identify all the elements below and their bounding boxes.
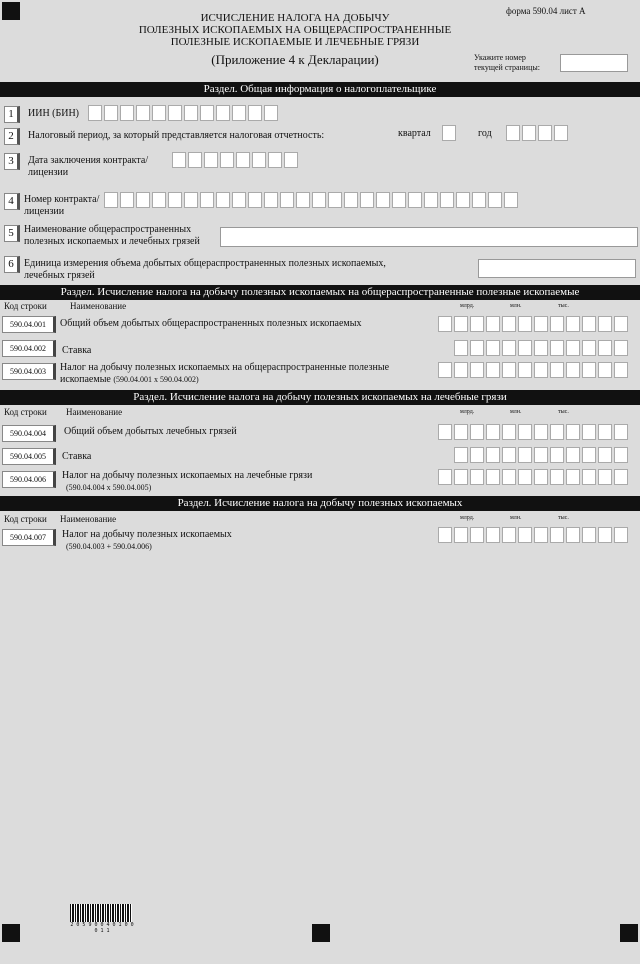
- entry-cell[interactable]: [598, 340, 612, 356]
- contract-date-cells[interactable]: [172, 152, 300, 168]
- entry-cell[interactable]: [454, 424, 468, 440]
- entry-cell[interactable]: [232, 192, 246, 208]
- entry-cell[interactable]: [184, 192, 198, 208]
- entry-cell[interactable]: [470, 469, 484, 485]
- row-590-04-007-code: 590.04.007: [2, 529, 56, 546]
- entry-cell[interactable]: [486, 340, 500, 356]
- entry-cell[interactable]: [554, 125, 568, 141]
- entry-cell[interactable]: [614, 469, 628, 485]
- entry-cell[interactable]: [454, 362, 468, 378]
- row-590-04-003-label: Налог на добычу полезных ископаемых на общераспространенные полезные ископаемые (590.04.001 x 590.04.002): [60, 362, 390, 385]
- entry-cell[interactable]: [582, 447, 596, 463]
- entry-cell[interactable]: [518, 316, 532, 332]
- entry-cell[interactable]: [152, 192, 166, 208]
- entry-cell[interactable]: [120, 192, 134, 208]
- scale-ths-3: тыс.: [558, 515, 569, 521]
- entry-cell[interactable]: [454, 340, 468, 356]
- entry-cell[interactable]: [502, 424, 516, 440]
- iin-bin-cells[interactable]: [88, 105, 280, 121]
- entry-cell[interactable]: [264, 192, 278, 208]
- entry-cell[interactable]: [550, 527, 564, 543]
- scale-mln-2: млн.: [510, 409, 522, 415]
- entry-cell[interactable]: [486, 424, 500, 440]
- entry-cell[interactable]: [284, 152, 298, 168]
- entry-cell[interactable]: [200, 192, 214, 208]
- entry-cell[interactable]: [506, 125, 520, 141]
- entry-cell[interactable]: [216, 192, 230, 208]
- entry-cell[interactable]: [582, 340, 596, 356]
- entry-cell[interactable]: [534, 447, 548, 463]
- row-590-04-005-label: Ставка: [62, 451, 92, 462]
- year-label: год: [478, 128, 492, 139]
- entry-cell[interactable]: [188, 152, 202, 168]
- entry-cell[interactable]: [472, 192, 486, 208]
- section-common-header: Раздел. Исчисление налога на добычу полезных ископаемых на общераспространенные полезные ископаемые: [0, 285, 640, 300]
- page-number-label: Укажите номер текущей страницы:: [474, 53, 540, 72]
- col-code-header-2: Код строки: [4, 407, 47, 417]
- page-title: ИСЧИСЛЕНИЕ НАЛОГА НА ДОБЫЧУ ПОЛЕЗНЫХ ИСКОПАЕМЫХ НА ОБЩЕРАСПРОСТРАНЕННЫЕ ПОЛЕЗНЫЕ ИСКОПАЕМЫЕ И ЛЕЧЕБНЫЕ ГРЯЗИ: [138, 12, 452, 48]
- row-590-04-005-cells[interactable]: [454, 447, 630, 463]
- entry-cell[interactable]: [550, 424, 564, 440]
- entry-cell[interactable]: [252, 152, 266, 168]
- barcode-image: [70, 904, 132, 922]
- entry-cell[interactable]: [454, 469, 468, 485]
- scale-bln-2: млрд.: [460, 409, 475, 415]
- scale-mln-3: млн.: [510, 515, 522, 521]
- entry-cell[interactable]: [220, 152, 234, 168]
- scale-bln: млрд.: [460, 303, 475, 309]
- entry-cell[interactable]: [518, 527, 532, 543]
- entry-cell[interactable]: [534, 469, 548, 485]
- row-590-04-001-cells[interactable]: [438, 316, 630, 332]
- row-590-04-001-label: Общий объем добытых общераспространенных полезных ископаемых: [60, 318, 362, 329]
- barcode-text: 2 0 5 9 0 0 4 0 1 0 0 0 1 1: [70, 922, 134, 934]
- page-subtitle: (Приложение 4 к Декларации): [211, 52, 379, 67]
- section-mud-header: Раздел. Исчисление налога на добычу полезных ископаемых на лечебные грязи: [0, 390, 640, 405]
- entry-cell[interactable]: [488, 192, 502, 208]
- entry-cell[interactable]: [614, 340, 628, 356]
- entry-cell[interactable]: [566, 362, 580, 378]
- field-5-number: 5: [4, 225, 20, 242]
- entry-cell[interactable]: [566, 447, 580, 463]
- entry-cell[interactable]: [504, 192, 518, 208]
- entry-cell[interactable]: [502, 469, 516, 485]
- contract-number-cells[interactable]: [104, 192, 520, 208]
- row-590-04-002-cells[interactable]: [454, 340, 630, 356]
- entry-cell[interactable]: [598, 469, 612, 485]
- row-590-04-006-label: Налог на добычу полезных ископаемых на лечебные грязи (590.04.004 x 590.04.005): [62, 470, 313, 492]
- entry-cell[interactable]: [502, 447, 516, 463]
- entry-cell[interactable]: [550, 362, 564, 378]
- entry-cell[interactable]: [268, 152, 282, 168]
- entry-cell[interactable]: [470, 424, 484, 440]
- entry-cell[interactable]: [438, 424, 452, 440]
- field-1-number: 1: [4, 106, 20, 123]
- entry-cell[interactable]: [152, 105, 166, 121]
- entry-cell[interactable]: [470, 362, 484, 378]
- entry-cell[interactable]: [534, 424, 548, 440]
- entry-cell[interactable]: [104, 192, 118, 208]
- row-590-04-001-code: 590.04.001: [2, 316, 56, 333]
- entry-cell[interactable]: [438, 527, 452, 543]
- entry-cell[interactable]: [534, 362, 548, 378]
- entry-cell[interactable]: [582, 527, 596, 543]
- entry-cell[interactable]: [216, 105, 230, 121]
- corner-mark-top-left: [2, 2, 20, 20]
- entry-cell[interactable]: [486, 316, 500, 332]
- row-590-04-003-cells[interactable]: [438, 362, 630, 378]
- row-590-04-002-code: 590.04.002: [2, 340, 56, 357]
- entry-cell[interactable]: [550, 340, 564, 356]
- entry-cell[interactable]: [312, 192, 326, 208]
- entry-cell[interactable]: [566, 527, 580, 543]
- corner-mark-bottom-left: [2, 924, 20, 942]
- entry-cell[interactable]: [598, 424, 612, 440]
- entry-cell[interactable]: [136, 105, 150, 121]
- corner-mark-bottom-right: [620, 924, 638, 942]
- field-3-number: 3: [4, 153, 20, 170]
- year-cells[interactable]: [506, 125, 570, 141]
- unit-of-measure-field[interactable]: [478, 259, 636, 278]
- entry-cell[interactable]: [614, 447, 628, 463]
- entry-cell[interactable]: [518, 340, 532, 356]
- entry-cell[interactable]: [614, 424, 628, 440]
- entry-cell[interactable]: [168, 192, 182, 208]
- entry-cell[interactable]: [518, 469, 532, 485]
- quarter-cell[interactable]: [442, 125, 458, 141]
- entry-cell[interactable]: [486, 447, 500, 463]
- entry-cell[interactable]: [614, 316, 628, 332]
- row-590-04-004-code: 590.04.004: [2, 425, 56, 442]
- entry-cell[interactable]: [470, 316, 484, 332]
- entry-cell[interactable]: [598, 362, 612, 378]
- entry-cell[interactable]: [550, 316, 564, 332]
- entry-cell[interactable]: [440, 192, 454, 208]
- entry-cell[interactable]: [120, 105, 134, 121]
- entry-cell[interactable]: [456, 192, 470, 208]
- corner-mark-bottom-mid: [312, 924, 330, 942]
- entry-cell[interactable]: [232, 105, 246, 121]
- scale-mln: млн.: [510, 303, 522, 309]
- row-590-04-005-code: 590.04.005: [2, 448, 56, 465]
- entry-cell[interactable]: [442, 125, 456, 141]
- minerals-name-field[interactable]: [220, 227, 638, 247]
- entry-cell[interactable]: [582, 469, 596, 485]
- entry-cell[interactable]: [344, 192, 358, 208]
- entry-cell[interactable]: [438, 469, 452, 485]
- entry-cell[interactable]: [566, 316, 580, 332]
- entry-cell[interactable]: [392, 192, 406, 208]
- entry-cell[interactable]: [534, 316, 548, 332]
- entry-cell[interactable]: [550, 447, 564, 463]
- entry-cell[interactable]: [376, 192, 390, 208]
- row-590-04-002-label: Ставка: [62, 345, 92, 356]
- entry-cell[interactable]: [518, 362, 532, 378]
- entry-cell[interactable]: [204, 152, 218, 168]
- entry-cell[interactable]: [184, 105, 198, 121]
- entry-cell[interactable]: [454, 316, 468, 332]
- entry-cell[interactable]: [360, 192, 374, 208]
- entry-cell[interactable]: [168, 105, 182, 121]
- col-name-header: Наименование: [70, 301, 127, 311]
- entry-cell[interactable]: [566, 469, 580, 485]
- scale-bln-3: млрд.: [460, 515, 475, 521]
- col-code-header-3: Код строки: [4, 514, 47, 524]
- entry-cell[interactable]: [470, 527, 484, 543]
- entry-cell[interactable]: [408, 192, 422, 208]
- entry-cell[interactable]: [538, 125, 552, 141]
- scale-ths-2: тыс.: [558, 409, 569, 415]
- entry-cell[interactable]: [470, 340, 484, 356]
- entry-cell[interactable]: [486, 527, 500, 543]
- row-590-04-004-cells[interactable]: [438, 424, 630, 440]
- entry-cell[interactable]: [566, 424, 580, 440]
- field-2-label: Налоговый период, за который представляется налоговая отчетность:: [28, 130, 325, 141]
- entry-cell[interactable]: [502, 527, 516, 543]
- section-total-header: Раздел. Исчисление налога на добычу полезных ископаемых: [0, 496, 640, 511]
- entry-cell[interactable]: [88, 105, 102, 121]
- entry-cell[interactable]: [598, 447, 612, 463]
- entry-cell[interactable]: [502, 362, 516, 378]
- entry-cell[interactable]: [264, 105, 278, 121]
- entry-cell[interactable]: [582, 424, 596, 440]
- form-code: форма 590.04 лист А: [506, 6, 586, 16]
- entry-cell[interactable]: [534, 340, 548, 356]
- entry-cell[interactable]: [582, 362, 596, 378]
- entry-cell[interactable]: [522, 125, 536, 141]
- entry-cell[interactable]: [438, 362, 452, 378]
- page-number-field[interactable]: [560, 54, 628, 72]
- row-590-04-003-code: 590.04.003: [2, 363, 56, 380]
- field-5-label: Наименование общераспространенных полезных ископаемых и лечебных грязей: [24, 224, 200, 247]
- field-6-number: 6: [4, 256, 20, 273]
- field-4-label: Номер контракта/ лицензии: [24, 194, 100, 217]
- entry-cell[interactable]: [518, 424, 532, 440]
- field-3-label: Дата заключения контракта/ лицензии: [28, 155, 149, 178]
- entry-cell[interactable]: [328, 192, 342, 208]
- entry-cell[interactable]: [470, 447, 484, 463]
- entry-cell[interactable]: [200, 105, 214, 121]
- entry-cell[interactable]: [550, 469, 564, 485]
- entry-cell[interactable]: [566, 340, 580, 356]
- entry-cell[interactable]: [454, 447, 468, 463]
- entry-cell[interactable]: [438, 316, 452, 332]
- row-590-04-006-code: 590.04.006: [2, 471, 56, 488]
- entry-cell[interactable]: [598, 316, 612, 332]
- entry-cell[interactable]: [280, 192, 294, 208]
- scale-ths: тыс.: [558, 303, 569, 309]
- entry-cell[interactable]: [486, 469, 500, 485]
- field-6-label: Единица измерения объема добытых общераспространенных полезных ископаемых, лечебных грязей: [24, 258, 386, 281]
- section-general-header: Раздел. Общая информация о налогоплательщике: [0, 82, 640, 97]
- col-name-header-2: Наименование: [66, 407, 123, 417]
- entry-cell[interactable]: [598, 527, 612, 543]
- entry-cell[interactable]: [296, 192, 310, 208]
- row-590-04-007-label: Налог на добычу полезных ископаемых (590.04.003 + 590.04.006): [62, 529, 232, 551]
- entry-cell[interactable]: [518, 447, 532, 463]
- entry-cell[interactable]: [248, 192, 262, 208]
- entry-cell[interactable]: [424, 192, 438, 208]
- entry-cell[interactable]: [172, 152, 186, 168]
- col-code-header: Код строки: [4, 301, 47, 311]
- row-590-04-007-cells[interactable]: [438, 527, 630, 543]
- entry-cell[interactable]: [582, 316, 596, 332]
- field-1-label: ИИН (БИН): [28, 108, 80, 119]
- entry-cell[interactable]: [502, 340, 516, 356]
- entry-cell[interactable]: [502, 316, 516, 332]
- entry-cell[interactable]: [614, 527, 628, 543]
- entry-cell[interactable]: [486, 362, 500, 378]
- quarter-label: квартал: [398, 128, 431, 139]
- entry-cell[interactable]: [454, 527, 468, 543]
- field-4-number: 4: [4, 193, 20, 210]
- entry-cell[interactable]: [136, 192, 150, 208]
- row-590-04-004-label: Общий объем добытых лечебных грязей: [64, 426, 237, 437]
- entry-cell[interactable]: [534, 527, 548, 543]
- entry-cell[interactable]: [614, 362, 628, 378]
- field-2-number: 2: [4, 128, 20, 145]
- col-name-header-3: Наименование: [60, 514, 117, 524]
- entry-cell[interactable]: [236, 152, 250, 168]
- row-590-04-006-cells[interactable]: [438, 469, 630, 485]
- entry-cell[interactable]: [248, 105, 262, 121]
- entry-cell[interactable]: [104, 105, 118, 121]
